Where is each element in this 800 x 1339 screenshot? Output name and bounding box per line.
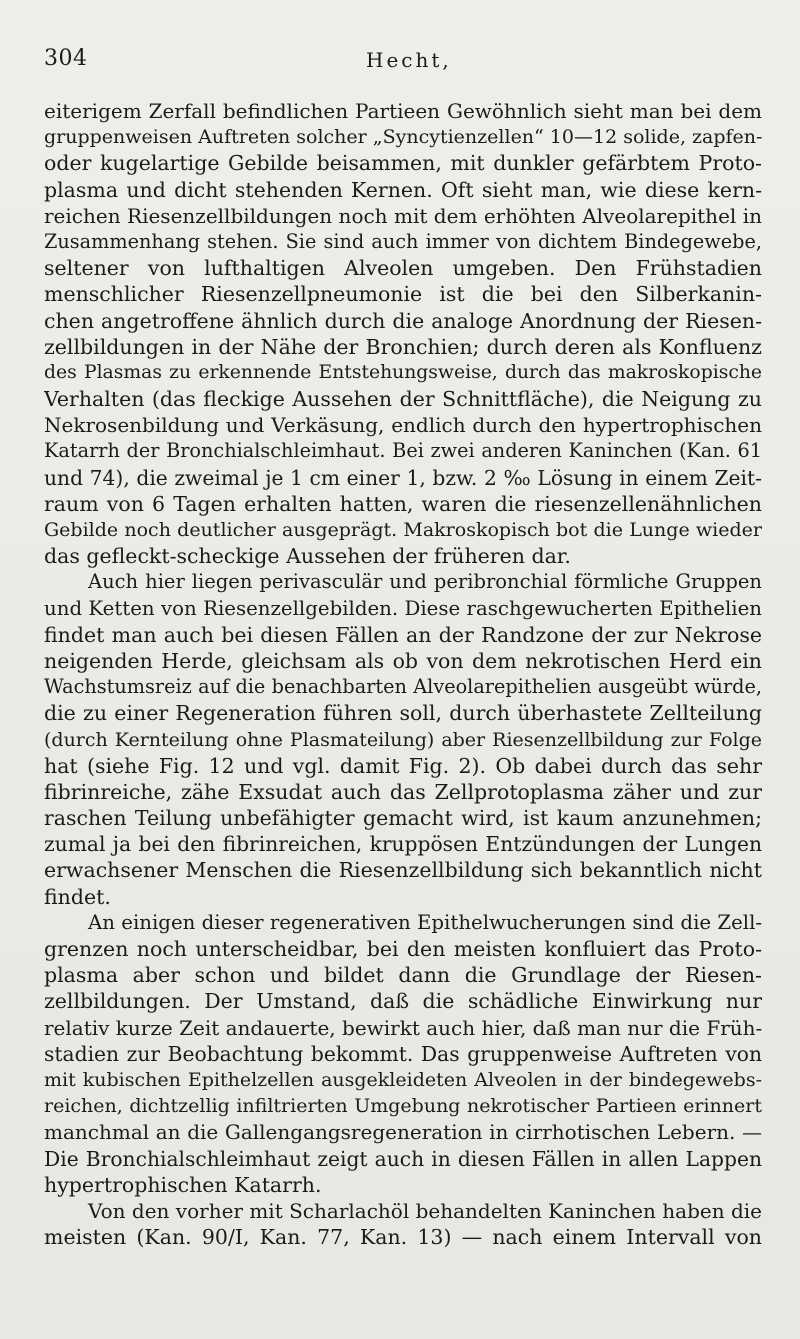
text-line: hypertrophischen Katarrh. [44,1172,322,1197]
text-line: Wachstumsreiz auf die benachbarten Alveolarepithelien ausgeübt würde, [44,675,762,699]
text-line: des Plasmas zu erkennende Entstehungsweise, durch das makroskopische [44,361,762,383]
text-line: plasma und dicht stehenden Kernen. Oft sieht man, wie diese kern- [44,177,762,202]
text-line: mit kubischen Epithelzellen ausgekleideten Alveolen in der bindegewebs- [44,1068,762,1091]
running-head-author: Hecht, [366,48,452,72]
text-line: Nekrosenbildung und Verkäsung, endlich durch den hypertrophischen [44,413,762,438]
text-line: fibrinreiche, zähe Exsudat auch das Zellprotoplasma zäher und zur [44,779,762,804]
text-line: relativ kurze Zeit andauerte, bewirkt auch hier, daß man nur die Früh- [44,1015,762,1040]
text-line: seltener von lufthaltigen Alveolen umgeben. Den Frühstadien [44,256,762,281]
text-line: stadien zur Beobachtung bekommt. Das gruppenweise Auftreten von [44,1041,762,1066]
text-line: Auch hier liegen perivasculär und peribronchial förmliche Gruppen [88,570,762,594]
text-line: raum von 6 Tagen erhalten hatten, waren die riesenzellenähnlichen [44,491,762,516]
text-line: zellbildungen. Der Umstand, daß die schädliche Einwirkung nur [44,989,762,1014]
text-line: chen angetroffene ähnlich durch die analoge Anordnung der Riesen- [44,308,762,333]
text-line: reichen, dichtzellig infiltrierten Umgebung nekrotischer Partieen erinnert [44,1095,762,1118]
running-head [44,46,760,76]
text-line: eiterigem Zerfall befindlichen Partieen Gewöhnlich sieht man bei dem [44,99,762,123]
body-text [44,98,762,1250]
text-line: grenzen noch unterscheidbar, bei den meisten konfluiert das Proto- [44,937,762,961]
text-line: Die Bronchialschleimhaut zeigt auch in diesen Fällen in allen Lappen [44,1146,762,1171]
text-line: die zu einer Regeneration führen soll, durch überhastete Zellteilung [44,701,762,726]
text-line: das gefleckt-scheckige Aussehen der früheren dar. [44,544,571,569]
text-line: plasma aber schon und bildet dann die Grundlage der Riesen- [44,963,762,988]
text-line: zellbildungen in der Nähe der Bronchien; durch deren als Konfluenz [44,334,762,359]
text-line: Zusammenhang stehen. Sie sind auch immer von dichtem Bindegewebe, [44,229,762,253]
text-line: findet man auch bei diesen Fällen an der Randzone der zur Nekrose [44,622,762,647]
text-line: meisten (Kan. 90/I, Kan. 77, Kan. 13) — nach einem Intervall von [44,1225,762,1250]
text-line: Katarrh der Bronchialschleimhaut. Bei zwei anderen Kaninchen (Kan. 61 [44,439,762,463]
text-line: menschlicher Riesenzellpneumonie ist die bei den Silberkanin- [44,282,762,307]
text-line: erwachsener Menschen die Riesenzellbildung sich bekanntlich nicht [44,858,762,883]
text-line: und 74), die zweimal je 1 cm einer 1, bzw. 2 ‰ Lösung in einem Zeit- [44,465,762,490]
text-line: findet. [44,884,111,909]
text-line: manchmal an die Gallengangsregeneration in cirrhotischen Lebern. — [44,1120,762,1145]
text-line: (durch Kernteilung ohne Plasmateilung) aber Riesenzellbildung zur Folge [44,728,762,751]
text-line: zumal ja bei den fibrinreichen, kruppösen Entzündungen der Lungen [44,832,762,857]
text-line: hat (siehe Fig. 12 und vgl. damit Fig. 2). Ob dabei durch das sehr [44,753,762,778]
text-line: und Ketten von Riesenzellgebilden. Diese raschgewucherten Epithelien [44,596,762,620]
text-line: An einigen dieser regenerativen Epithelwucherungen sind die Zell- [88,910,762,934]
text-line: neigenden Herde, gleichsam als ob von dem nekrotischen Herd ein [44,648,762,673]
text-line: gruppenweisen Auftreten solcher „Syncytienzellen“ 10—12 solide, zapfen- [44,126,762,149]
text-line: Gebilde noch deutlicher ausgeprägt. Makroskopisch bot die Lunge wieder [44,519,762,541]
text-line: Verhalten (das fleckige Aussehen der Schnittfläche), die Neigung zu [44,387,762,412]
text-line: raschen Teilung unbefähigter gemacht wird, ist kaum anzunehmen; [44,806,762,831]
text-line: reichen Riesenzellbildungen noch mit dem erhöhten Alveolarepithel in [44,203,762,228]
page-number: 304 [44,46,88,71]
text-line: oder kugelartige Gebilde beisammen, mit dunkler gefärbtem Proto- [44,151,762,176]
text-line: Von den vorher mit Scharlachöl behandelten Kaninchen haben die [88,1198,762,1223]
